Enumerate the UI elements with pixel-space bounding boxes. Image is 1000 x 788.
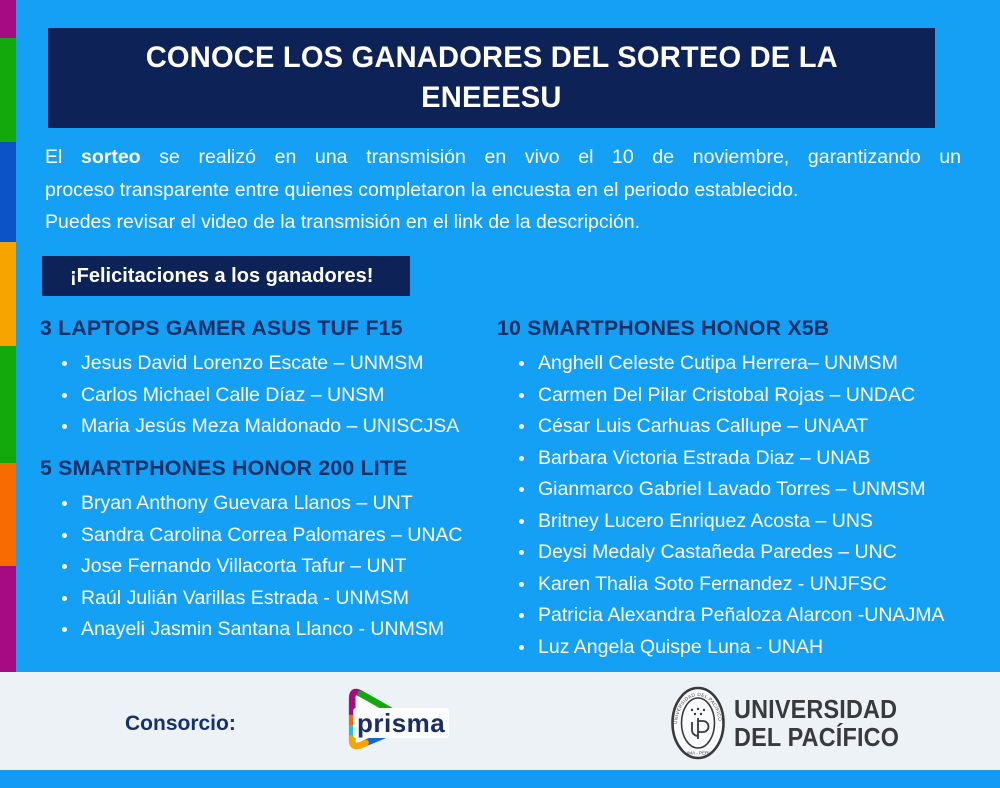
list-item [40,614,463,646]
list-item [40,488,463,520]
winner-name: Deysi Medaly Castañeda Paredes – UNC [538,541,897,563]
consorcio-label: Consorcio: [125,712,236,735]
intro-line1: El sorteo se realizó en una transmisión en vivo el 10 de noviembre, garantizando un [45,146,961,168]
bullet-icon [519,456,524,461]
winner-name: Anayeli Jasmin Santana Llanco - UNMSM [81,618,445,640]
prize-group-title: 5 SMARTPHONES HONOR 200 LITE [40,456,408,480]
edge-stripe-3 [0,242,16,346]
svg-text:UNIVERSIDAD DEL PACÍFICO: UNIVERSIDAD DEL PACÍFICO [673,691,723,725]
winner-name: Carlos Michael Calle Díaz – UNSM [81,383,385,406]
list-item [40,348,459,380]
page-title-line2: ENEEESU [421,81,562,114]
page-title-line1: CONOCE LOS GANADORES DEL SORTEO DE LA [145,41,838,74]
winner-name: Patricia Alexandra Peñaloza Alarcon -UNAJMA [538,604,945,626]
winner-name: Britney Lucero Enriquez Acosta – UNS [538,509,873,532]
edge-stripe-2 [0,142,16,242]
bullet-icon [519,613,524,618]
congrats-badge [42,256,410,296]
winner-list [497,348,944,663]
edge-stripe-4 [0,346,16,463]
winner-name: Raúl Julián Varillas Estrada - UNMSM [81,586,409,609]
edge-stripe-5 [0,463,16,566]
winner-name: Jose Fernando Villacorta Tafur – UNT [81,555,407,577]
list-item [40,551,463,583]
up-wordmark-line1: UNIVERSIDAD [734,694,898,724]
list-item [497,411,944,443]
list-item [40,380,459,412]
congrats-badge-label: ¡Felicitaciones a los ganadores! [70,264,374,287]
winner-name: Jesus David Lorenzo Escate – UNMSM [81,352,424,374]
intro-line2: proceso transparente entre quienes completaron la encuesta en el periodo establecido. [45,178,799,201]
intro-bold-word: sorteo [81,146,141,168]
bullet-icon [519,582,524,587]
bullet-icon [62,533,67,538]
list-item [40,411,459,443]
winner-list [40,488,463,646]
winner-list [40,348,459,443]
winner-name: Gianmarco Gabriel Lavado Torres – UNMSM [538,478,926,500]
list-item [497,632,944,664]
list-item [497,380,944,412]
bullet-icon [62,501,67,506]
winner-name: Bryan Anthony Guevara Llanos – UNT [81,492,413,514]
winner-name: Sandra Carolina Correa Palomares – UNAC [81,523,463,546]
bullet-icon [62,596,67,601]
prize-group-title: 10 SMARTPHONES HONOR X5B [497,316,830,340]
bullet-icon [519,393,524,398]
list-item [497,600,944,632]
bullet-icon [519,645,524,650]
up-wordmark [734,695,899,751]
bullet-icon [62,564,67,569]
list-item [497,474,944,506]
footer-band [0,672,1000,770]
list-item [40,583,463,615]
winner-name: Karen Thalia Soto Fernandez - UNJFSC [538,572,887,595]
svg-text:LIMA - PERÚ: LIMA - PERÚ [684,750,712,756]
list-item [40,520,463,552]
winner-name: Carmen Del Pilar Cristobal Rojas – UNDAC [538,383,916,406]
bullet-icon [519,550,524,555]
list-item [497,569,944,601]
bullet-icon [519,519,524,524]
list-item [497,537,944,569]
bullet-icon [62,361,67,366]
winner-name: Luz Angela Quispe Luna - UNAH [538,635,824,658]
bullet-icon [519,424,524,429]
prize-group-laptops [40,316,459,443]
edge-stripe-1 [0,38,16,142]
prize-group-honor-x5b [497,316,944,663]
prisma-wordmark: prisma [353,708,449,738]
bullet-icon [62,424,67,429]
list-item [497,443,944,475]
bullet-icon [519,361,524,366]
bullet-icon [519,487,524,492]
prize-group-honor-200 [40,456,463,646]
winner-name: César Luis Carhuas Callupe – UNAAT [538,415,869,437]
intro-paragraph [45,141,961,239]
prize-group-title: 3 LAPTOPS GAMER ASUS TUF F15 [40,316,403,340]
prisma-logo [336,682,446,766]
intro-line3: Puedes revisar el video de la transmisión en el link de la descripción. [45,211,641,233]
title-banner [48,28,935,128]
up-wordmark-line2: DEL PACÍFICO [734,722,900,752]
winner-name: Barbara Victoria Estrada Diaz – UNAB [538,446,871,469]
up-seal-icon [670,686,726,760]
list-item [497,506,944,538]
universidad-del-pacifico-logo [670,686,917,760]
bottom-blue-bar [0,770,1000,788]
edge-stripe-6 [0,566,16,672]
winner-name: Maria Jesús Meza Maldonado – UNISCJSA [81,415,460,437]
winner-name: Anghell Celeste Cutipa Herrera– UNMSM [538,352,898,374]
edge-color-stripes [0,0,16,672]
bullet-icon [62,393,67,398]
edge-stripe-0 [0,0,16,38]
bullet-icon [62,627,67,632]
list-item [497,348,944,380]
